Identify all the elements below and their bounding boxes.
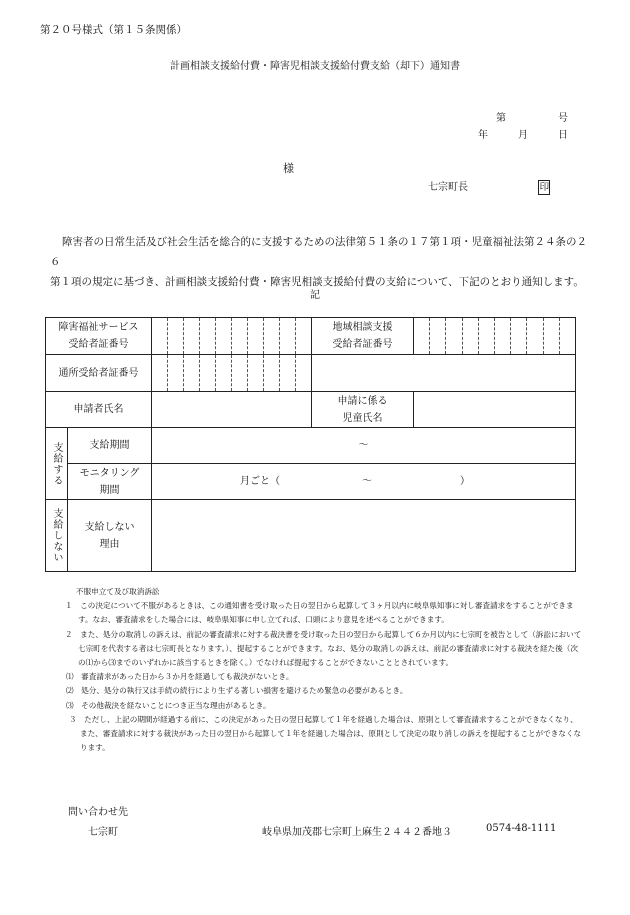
applicant-name-field[interactable]: [152, 392, 312, 428]
contact-org: 七宗町: [88, 827, 118, 838]
facility-cert-blank: [312, 355, 576, 392]
contact-label: 問い合わせ先: [68, 807, 128, 818]
monitoring-label-line2: 期間: [99, 484, 120, 496]
applicant-name-label: 申請者氏名: [46, 392, 152, 428]
notes: [58, 585, 583, 755]
welfare-cert-label-line1: 障害福祉サービス: [58, 322, 139, 333]
seal-box: 印: [539, 182, 550, 193]
regional-cert-label: [312, 318, 414, 355]
contact-phone: 0574-48-1111: [486, 823, 557, 834]
regional-cert-label-line1: 地域相談支援: [332, 322, 393, 333]
pay-section-label: [46, 428, 68, 500]
note-item: ⑴ 審査請求があった日から３か月を経過しても裁決がないとき。: [66, 672, 294, 682]
monitoring-tilde: ～: [362, 476, 372, 487]
child-name-label-line2: 児童氏名: [342, 412, 383, 424]
document-title: 計画相談支援給付費・障害児相談支援給付費支給（却下）通知書: [170, 61, 460, 72]
body-line-1: 障害者の日常生活及び社会生活を総合的に支援するための法律第５１条の１７第１項・児童福祉法第２４条の２６: [50, 236, 587, 268]
welfare-cert-digits[interactable]: [152, 318, 312, 355]
date-month: 月: [518, 130, 528, 141]
nopay-section-text: 支給しない: [51, 508, 62, 563]
welfare-cert-label: [46, 318, 152, 355]
doc-no-dai: 第: [496, 113, 506, 124]
notes-heading: 不服申立て及び取消訴訟: [76, 587, 160, 596]
date-year: 年: [478, 130, 488, 141]
doc-no-go: 号: [558, 113, 568, 124]
nopay-reason-label-line1: 支給しない: [84, 521, 135, 533]
nopay-section-label: [46, 500, 68, 572]
monitoring-label: [68, 464, 152, 500]
body-line-2: 第１項の規定に基づき、計画相談支援給付費・障害児相談支援給付費の支給について、下記のとおり通知します。: [50, 276, 584, 288]
body-text: [50, 232, 590, 292]
pay-section-text: 支給する: [51, 441, 62, 486]
child-name-field[interactable]: [414, 392, 576, 428]
pay-period-label: 支給期間: [68, 428, 152, 464]
note-item: ２ また、処分の取消しの訴えは、前記の審査請求に対する裁決書を受け取った日の翌日から起算して６か月以内に七宗町を被告として（訴訟において七宗町を代表する者は七宗町長となります。）、提起することができます。なお、処分の取消しの訴えは、前記の審査請求に対する裁決を経た後（次の⑴から⑶までのいずれかに該当するときを除く。）でなければ提起することができないこととされています。: [65, 629, 582, 668]
monitoring-label-line1: モニタリング: [79, 467, 140, 479]
monitoring-prefix: 月ごと（: [240, 476, 280, 487]
issuer: [428, 178, 550, 195]
contact-address: 岐阜県加茂郡七宗町上麻生２４４２番地３: [262, 827, 452, 838]
note-item: １ この決定について不服があるときは、この通知書を受け取った日の翌日から起算して３ヶ月以内に岐阜県知事に対し審査請求をすることができます。なお、審査請求をした場合には、岐阜県知事に申し立てれば、口頭により意見を述べることができます。: [65, 601, 574, 625]
date-day: 日: [558, 130, 568, 141]
monitoring-field[interactable]: [152, 464, 576, 500]
facility-cert-digits[interactable]: [152, 355, 312, 392]
form-number: 第２０号様式（第１５条関係）: [40, 24, 187, 36]
monitoring-suffix: ）: [460, 476, 470, 487]
note-item: ⑵ 処分、処分の執行又は手続の続行により生ずる著しい損害を避けるため緊急の必要があるとき。: [66, 686, 408, 696]
note-item: ３ ただし、上記の期間が経過する前に、この決定があった日の翌日起算して１年を経過した場合は、原則として審査請求することができなくなり、また、審査請求に対する裁決があった日の翌日から起算して１年を経過した場合は、原則として決定の取り消しの訴えを提起することができなくなります。: [69, 714, 582, 753]
nopay-reason-label: [68, 500, 152, 572]
info-table: [45, 317, 576, 572]
ki-heading: 記: [310, 290, 320, 301]
child-name-label: [312, 392, 414, 428]
facility-cert-label: 通所受給者証番号: [46, 355, 152, 392]
issuer-name: 七宗町長: [428, 182, 468, 193]
welfare-cert-label-line2: 受給者証番号: [68, 339, 129, 350]
nopay-reason-label-line2: 理由: [99, 538, 120, 550]
addressee-suffix: 様: [283, 162, 294, 175]
child-name-label-line1: 申請に係る: [337, 395, 388, 407]
note-item: ⑶ その他裁決を経ないことにつき正当な理由があるとき。: [66, 700, 271, 710]
pay-period-field[interactable]: ～: [152, 428, 576, 464]
regional-cert-digits[interactable]: [414, 318, 576, 355]
nopay-reason-field[interactable]: [152, 500, 576, 572]
regional-cert-label-line2: 受給者証番号: [332, 339, 393, 350]
